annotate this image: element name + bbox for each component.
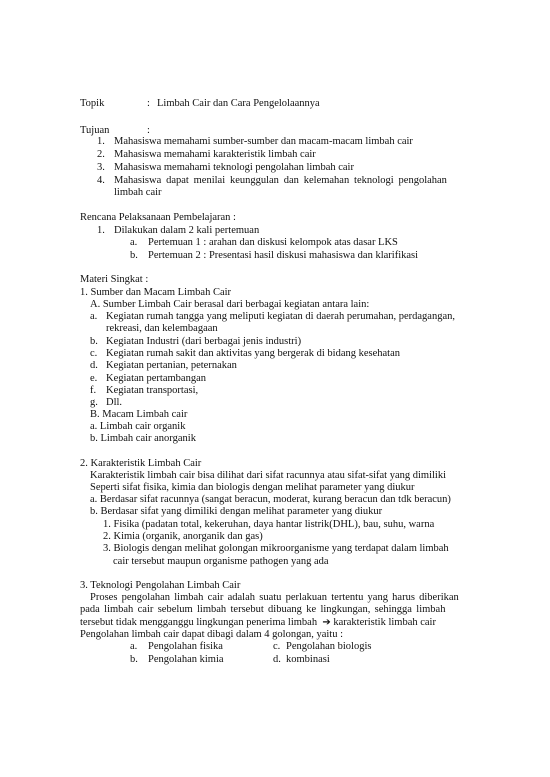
tujuan-label: Tujuan <box>80 125 110 136</box>
section-2-paragraph: Karakteristik limbah cair bisa dilihat dari sifat racunnya atau sifat-sifat yang dimiliki <box>90 470 447 481</box>
section-1-heading: 1. Sumber dan Macam Limbah Cair <box>80 287 232 298</box>
arrow-right-icon: ➔ <box>322 617 331 628</box>
option-num: b. <box>130 654 138 665</box>
characteristic-b: b. Berdasar sifat yang dimiliki dengan melihat parameter yang diukur <box>90 506 383 517</box>
section-3-paragraph: pada limbah cair sebelum limbah tersebut dibuang ke lingkungan, sehingga limbah <box>80 604 446 615</box>
tujuan-item: Mahasiswa dapat menilai keunggulan dan kelemahan teknologi pengolahan <box>114 175 447 186</box>
option-item: kombinasi <box>286 654 330 665</box>
section-2-heading: 2. Karakteristik Limbah Cair <box>80 458 202 469</box>
source-item: Dll. <box>106 397 123 408</box>
rencana-sub-num: b. <box>130 250 138 261</box>
section-3-paragraph <box>80 617 436 629</box>
parameter-item: 2. Kimia (organik, anorganik dan gas) <box>103 531 263 542</box>
rencana-title: Rencana Pelaksanaan Pembelajaran : <box>80 212 236 223</box>
source-item: Kegiatan pertanian, peternakan <box>106 360 237 371</box>
source-num: c. <box>90 348 98 359</box>
tujuan-item: Mahasiswa memahami karakteristik limbah cair <box>114 149 316 160</box>
type-item: b. Limbah cair anorganik <box>90 433 196 444</box>
source-item: Kegiatan pertambangan <box>106 373 206 384</box>
tujuan-num: 1. <box>97 136 105 147</box>
tujuan-separator: : <box>147 125 150 136</box>
source-item: Kegiatan transportasi, <box>106 385 199 396</box>
source-item: Kegiatan Industri (dari berbagai jenis industri) <box>106 336 302 347</box>
source-num: d. <box>90 360 98 371</box>
rencana-sub-item: Pertemuan 1 : arahan dan diskusi kelompok atas dasar LKS <box>148 237 398 248</box>
section-3-heading: 3. Teknologi Pengolahan Limbah Cair <box>80 580 241 591</box>
paragraph-text: karakteristik limbah cair <box>333 617 436 628</box>
tujuan-num: 2. <box>97 149 105 160</box>
section-3-paragraph: Proses pengolahan limbah cair adalah suatu perlakuan tertentu yang harus diberikan <box>90 592 459 603</box>
rencana-num: 1. <box>97 225 105 236</box>
parameter-item: 3. Biologis dengan melihat golongan mikroorganisme yang terdapat dalam limbah <box>103 543 449 554</box>
source-num: e. <box>90 373 98 384</box>
tujuan-num: 4. <box>97 175 105 186</box>
source-item: Kegiatan rumah sakit dan aktivitas yang bergerak di bidang kesehatan <box>106 348 400 359</box>
option-num: c. <box>273 641 281 652</box>
materi-title: Materi Singkat : <box>80 274 149 285</box>
option-item: Pengolahan kimia <box>148 654 224 665</box>
source-num: b. <box>90 336 98 347</box>
option-num: a. <box>130 641 138 652</box>
section-2-paragraph: Seperti sifat fisika, kimia dan biologis dengan melihat parameter yang diukur <box>90 482 415 493</box>
source-num: f. <box>90 385 97 396</box>
source-item-continuation: rekreasi, dan kelembagaan <box>106 323 218 334</box>
tujuan-item: Mahasiswa memahami teknologi pengolahan limbah cair <box>114 162 354 173</box>
characteristic-a: a. Berdasar sifat racunnya (sangat beracun, moderat, kurang beracun dan tdk beracun) <box>90 494 451 505</box>
paragraph-text: tersebut tidak mengganggu lingkungan penerima limbah <box>80 617 318 628</box>
parameter-item-continuation: cair tersebut maupun organisme pathogen yang ada <box>113 556 329 567</box>
topik-separator: : <box>147 98 150 109</box>
source-num: a. <box>90 311 98 322</box>
option-num: d. <box>273 654 281 665</box>
section-1a-heading: A. Sumber Limbah Cair berasal dari berbagai kegiatan antara lain: <box>90 299 370 310</box>
parameter-item: 1. Fisika (padatan total, kekeruhan, daya hantar listrik(DHL), bau, suhu, warna <box>103 519 435 530</box>
topik-label: Topik <box>80 98 105 109</box>
rencana-sub-item: Pertemuan 2 : Presentasi hasil diskusi mahasiswa dan klarifikasi <box>148 250 419 261</box>
section-1b-heading: B. Macam Limbah cair <box>90 409 188 420</box>
source-num: g. <box>90 397 98 408</box>
tujuan-num: 3. <box>97 162 105 173</box>
rencana-sub-num: a. <box>130 237 138 248</box>
option-item: Pengolahan biologis <box>286 641 372 652</box>
option-item: Pengolahan fisika <box>148 641 223 652</box>
rencana-item: Dilakukan dalam 2 kali pertemuan <box>114 225 260 236</box>
topik-value: Limbah Cair dan Cara Pengelolaannya <box>157 98 320 109</box>
tujuan-item: Mahasiswa memahami sumber-sumber dan macam-macam limbah cair <box>114 136 413 147</box>
tujuan-item-continuation: limbah cair <box>114 187 162 198</box>
section-3-paragraph: Pengolahan limbah cair dapat dibagi dalam 4 golongan, yaitu : <box>80 629 344 640</box>
type-item: a. Limbah cair organik <box>90 421 186 432</box>
source-item: Kegiatan rumah tangga yang meliputi kegiatan di daerah perumahan, perdagangan, <box>106 311 455 322</box>
